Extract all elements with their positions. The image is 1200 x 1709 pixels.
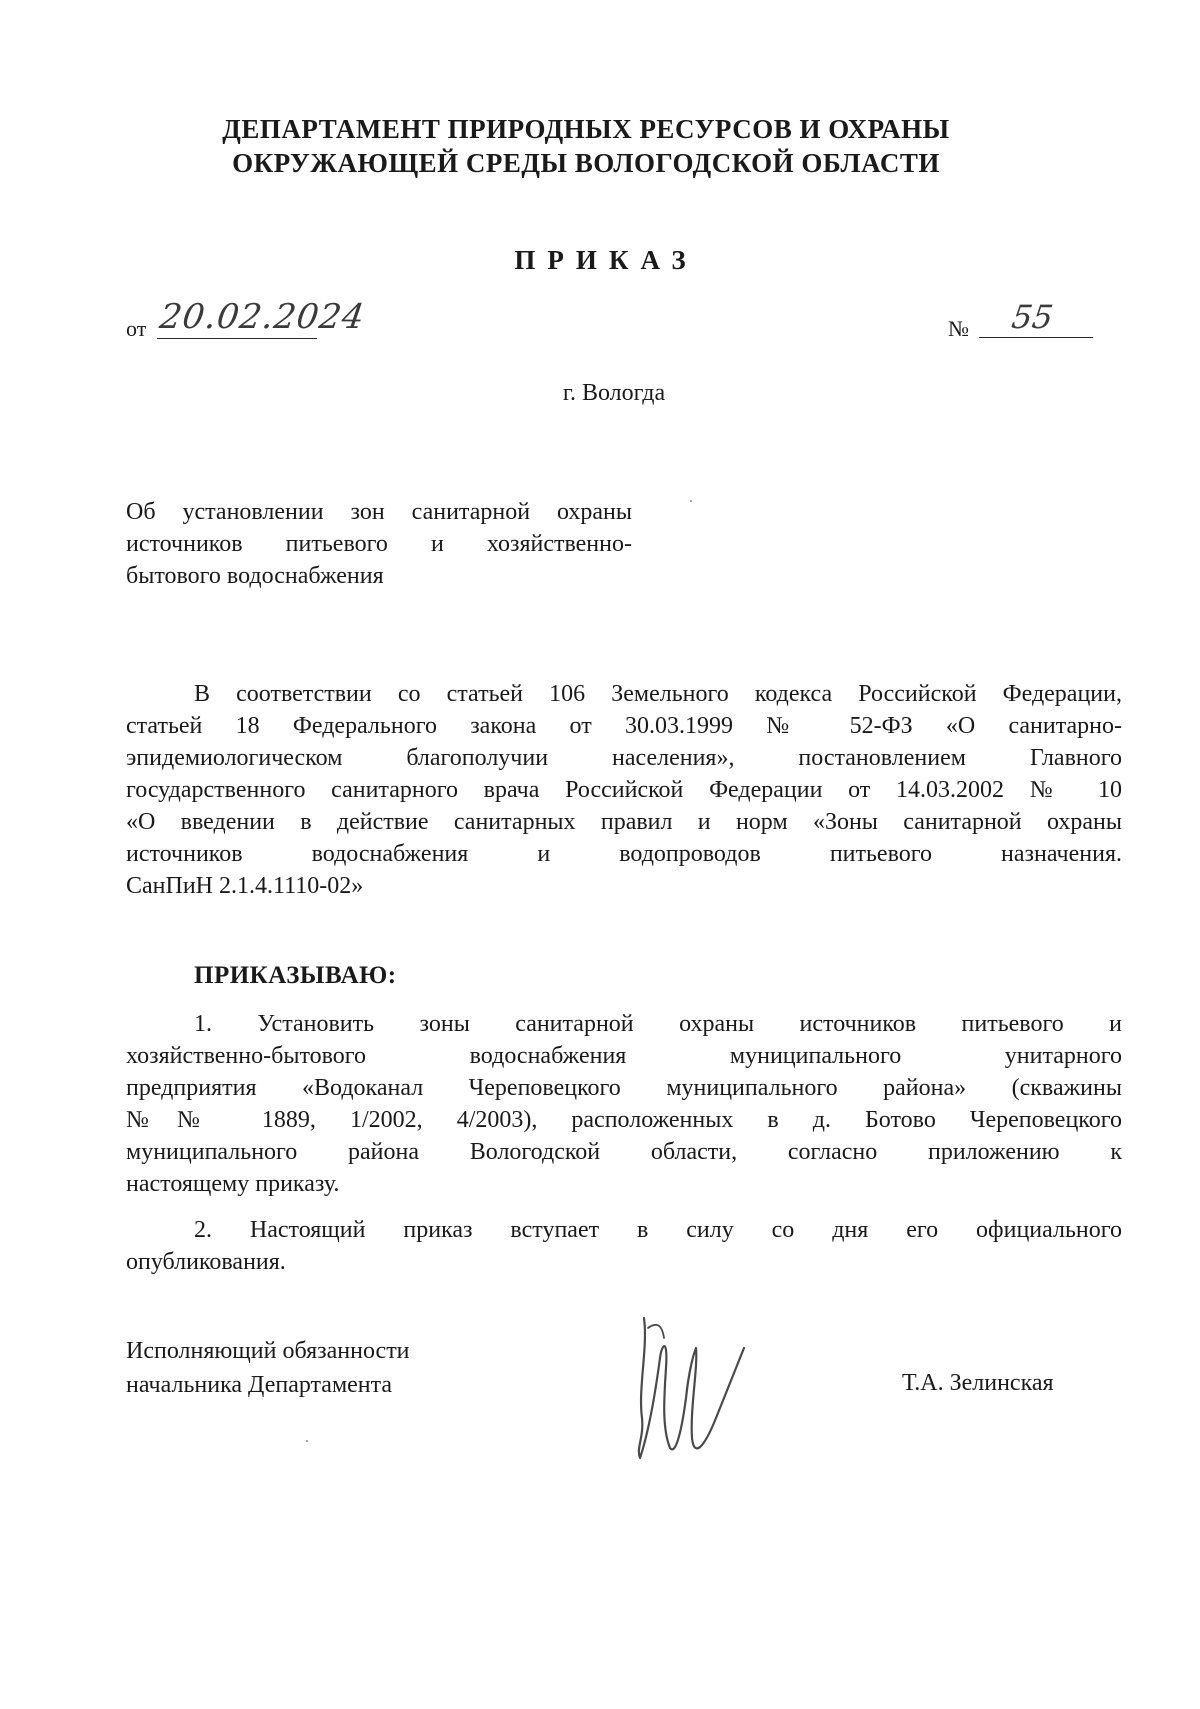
subject-line: источников питьевого и хозяйственно- <box>126 531 632 557</box>
order-item-1 <box>126 1008 1122 1200</box>
order-verb-heading: ПРИКАЗЫВАЮ: <box>194 962 397 989</box>
number-label: № <box>948 316 969 341</box>
scan-speck <box>690 500 692 502</box>
item-line: №№ 1889, 1/2002, 4/2003), расположенных в д. Ботово Череповецкого <box>126 1107 1122 1133</box>
preamble-line: «О введении в действие санитарных правил и норм «Зоны санитарной охраны <box>126 809 1122 835</box>
signer-title <box>126 1334 410 1402</box>
subject-line: бытового водоснабжения <box>126 563 384 589</box>
handwritten-date: 20.02.2024 <box>157 297 368 337</box>
item-line: 2. Настоящий приказ вступает в силу со дня его официального <box>194 1217 1122 1243</box>
subject-line: Об установлении зон санитарной охраны <box>126 499 632 525</box>
handwritten-number: 55 <box>979 296 1099 338</box>
document-type-title: ПРИКАЗ <box>514 245 698 275</box>
item-line: предприятия «Водоканал Череповецкого муниципального района» (скважины <box>126 1075 1122 1101</box>
item-line: муниципального района Вологодской области, согласно приложению к <box>126 1139 1122 1165</box>
signer-title-line: Исполняющий обязанности <box>126 1338 410 1364</box>
preamble-line: государственного санитарного врача Российской Федерации от 14.03.2002 № 10 <box>126 777 1122 803</box>
preamble-line: источников водоснабжения и водопроводов питьевого назначения. <box>126 841 1122 867</box>
item-line: хозяйственно-бытового водоснабжения муниципального унитарного <box>126 1043 1122 1069</box>
preamble-paragraph <box>126 678 1122 902</box>
handwritten-signature <box>626 1298 756 1468</box>
preamble-line: СанПиН 2.1.4.1110-02» <box>126 873 364 899</box>
signer-title-line: начальника Департамента <box>126 1372 393 1398</box>
item-line: настоящему приказу. <box>126 1171 340 1197</box>
preamble-line: статьей 18 Федерального закона от 30.03.1999 № 52-ФЗ «О санитарно- <box>126 713 1122 739</box>
item-line: опубликования. <box>126 1249 286 1275</box>
preamble-line: В соответствии со статьей 106 Земельного кодекса Российской Федерации, <box>194 681 1122 707</box>
signer-name: Т.А. Зелинская <box>902 1370 1054 1396</box>
item-line: 1. Установить зоны санитарной охраны источников питьевого и <box>194 1011 1122 1037</box>
date-label: от <box>126 316 147 341</box>
subject-block <box>126 496 632 592</box>
department-name-line1: ДЕПАРТАМЕНТ ПРИРОДНЫХ РЕСУРСОВ И ОХРАНЫ <box>222 114 950 144</box>
city-line: г. Вологда <box>562 380 666 406</box>
scan-speck <box>306 1440 308 1442</box>
department-name-line2: ОКРУЖАЮЩЕЙ СРЕДЫ ВОЛОГОДСКОЙ ОБЛАСТИ <box>232 148 940 178</box>
order-item-2 <box>126 1214 1122 1278</box>
preamble-line: эпидемиологическом благополучии населения», постановлением Главного <box>126 745 1122 771</box>
